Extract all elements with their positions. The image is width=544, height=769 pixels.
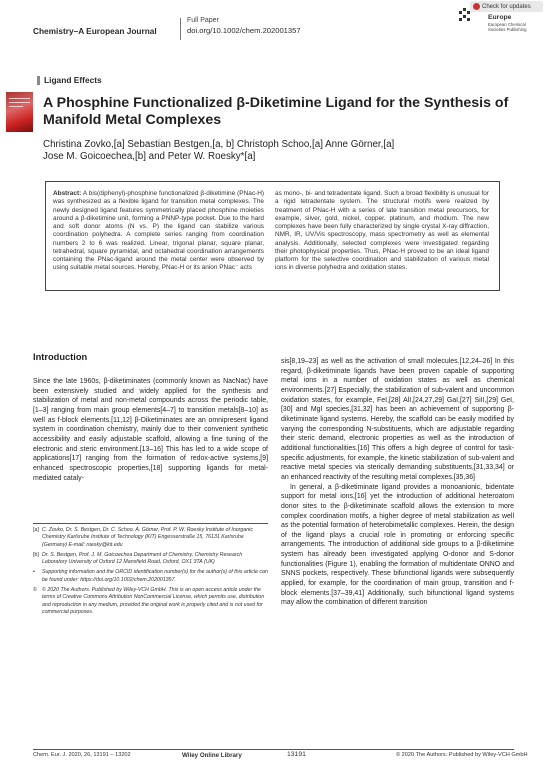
intro-right-column <box>281 357 514 608</box>
footer-rule <box>33 749 514 750</box>
article-category: Ligand Effects <box>37 75 102 85</box>
author-list <box>43 139 503 162</box>
footer-citation: Chem. Eur. J. 2020, 26, 13191 – 13202 <box>33 752 131 758</box>
affiliations <box>33 527 268 616</box>
intro-paragraph: sis[8,19–23] as well as the activation of small molecules.[12,24–26] In this regard, β-diketiminate ligands have been proven capable of supporting metal ions in a number of oxidation states as well as chemical environments.[27] Especially, the stabilization of sub-valent and uncommon oxidation states, for example, FeI,[28] AlI,[24,27,29] GaI,[27] SiII,[29] GeI,[30] and MgI species,[31,32] has been an achievement of supporting β-diketiminate ligand systems. Hereby, the scaffold can be easily modified by varying the corresponding N-substituents, which are adjustable regarding their steric demand, electronic properties as well as the introduction of additional functionalities.[16] This offers a high degree of control for task-specific adjustments, for example, the kinetic stabilization of sub-valent and reactive metal species via sterically demanding substituents,[31,33,34] or an enhanced reactivity of the resulting metal complexes.[35,36] <box>281 358 514 481</box>
cover-thumbnail <box>6 92 33 132</box>
authors-line-1: Christina Zovko,[a] Sebastian Bestgen,[a, b] Christoph Schoo,[a] Anne Görner,[a] <box>43 139 395 150</box>
supporting-info-icon: ▪ <box>33 569 35 576</box>
affiliation-b: [b] Dr. S. Bestgen, Prof. J. M. Goicoechea Department of Chemistry, Chemistry Research Laboratory University of Oxford 12 Mansfield Road, Oxford, OX1 3TA (UK) <box>33 551 243 566</box>
abstract-column-2: as mono-, bi- and tetradentate ligand. Such a broad flexibility is unusual for a rigid tetradentate system. The structural motifs were realized by treatment of PNac-H with a series of late transition metal precursors, for example, silver, gold, nickel, copper, platinum, and rhodium. The new complexes have been fully characterized by single crystal X-ray diffraction, NMR, IR, UV/Vis spectroscopy, mass spectrometry as well as elemental analysis. Additionally, selected complexes were investigated regarding their photophysical properties. Thus, PNac-H proved to be an ideal ligand platform for the selective coordination and stabilization of various metal ions in diverse polyhedra and oxidation states. <box>275 190 489 272</box>
section-heading: Introduction <box>33 352 88 362</box>
publisher-societies: European Chemical Societies Publishing <box>488 22 527 32</box>
intro-paragraph: In general, a β-diketiminate ligand provides a monoanionic, bidentate support for metal ions,[16] yet the introduction of additional heteroatom donor sites to the β-diketiminate scaffold allows the extension to more complex coordination motifs, a higher degree of metal stabilization as well as the potential formation of heterobimetallic complexes. Herein, the design of the ligand plays a crucial role in promoting or enforcing specific arrangements. The introduction of additional side groups to a β-diketimine system has already been investigated applying O-donor and S-donor functionalities (Figure 1), enabling the formation of multidentate ONNO and SNNS pockets, respectively. These bifunctional ligands were subsequently applied, for example, for the coordination of main group, transition and f-block elements.[37–39,41] Additionally, such bifunctional ligand systems may allow the combination of different transition <box>281 483 514 607</box>
authors-line-2: Jose M. Goicoechea,[b] and Peter W. Roesky*[a] <box>43 150 256 162</box>
journal-name: Chemistry–A European Journal <box>33 26 157 36</box>
check-for-updates-label: Check for updates <box>482 3 531 10</box>
abstract-column-1: Abstract: A bis(diphenyl)-phosphine functionalized β-diketimine (PNac-H) was synthesized as a flexible ligand for transition metal complexes. The newly designed ligand features symmetrically placed phosphine moieties around a β-diketimine unit, forming a PNNP-type pocket. Due to the hard and soft donor atoms (N vs. P) the ligand can stabilize various coordination polyhedra. A complete series ranging from coordination numbers 2 to 6 was realized. Linear, trigonal planar, square planar, tetrahedral, square pyramidal, and octahedral coordination arrangements containing the PNac-ligand around the metal center were observed by using suitable metal sources. Hereby, PNac-H or its anion PNac⁻ acts <box>53 190 264 272</box>
wiley-online-library-link[interactable]: Wiley Online Library <box>182 752 242 759</box>
supporting-info-note[interactable]: ▪ Supporting information and the ORCID identification number(s) for the author(s) of this article can be found under: https://doi.org/10.1002/chem.202001357. <box>33 569 268 583</box>
abstract-box <box>45 181 500 291</box>
abstract-label: Abstract: <box>53 190 82 197</box>
update-badge-icon <box>473 3 480 10</box>
footer-copyright: © 2020 The Authors. Published by Wiley-VCH GmbH <box>396 752 528 758</box>
category-bar <box>37 76 40 85</box>
publisher-region: Europe <box>488 14 512 21</box>
doi-link[interactable]: doi.org/10.1002/chem.202001357 <box>187 26 301 35</box>
page-number: 13191 <box>287 751 306 758</box>
header-divider <box>180 18 181 40</box>
check-for-updates-button[interactable] <box>470 1 543 12</box>
copyright-icon: © <box>33 587 37 594</box>
footnote-rule <box>33 523 268 524</box>
license-note: © © 2020 The Authors. Published by Wiley-VCH GmbH. This is an open access article under the terms of Creative Commons Attribution NonCommercial License, which permits use, distribution and reproduction in any medium, provided the original work is properly cited and is not used for commercial purposes. <box>33 587 265 615</box>
intro-left-column: Since the late 1960s, β-diketiminates (commonly known as NacNac) have been extensively studied and widely applied for the synthesis and stabilization of metal and non-metal compounds across the periodic table,[1–3] ranging from main group elements[4–7] to transition metals[8–10] as well as f-block elements.[11,12] β-Diketiminates are an omnipresent ligand system in coordination chemistry, mainly due to their convenient synthetic accessibility and easily adjustable scaffold, allowing a fine tuning of the electronic and steric environment.[13–16] This has led to a wide scope of applications[17] ranging from the formation of redox-active systems,[9] enhanced spectroscopic properties,[18] supporting ligands for metal-mediated cataly- <box>33 378 268 482</box>
article-title: A Phosphine Functionalized β-Diketimine Ligand for the Synthesis of Manifold Metal Complexes <box>43 95 509 128</box>
paper-type: Full Paper <box>187 17 219 24</box>
affiliation-a: [a] C. Zovko, Dr. S. Bestgen, Dr. C. Schoo, A. Görner, Prof. P. W. Roesky Institute of Inorganic Chemistry Karlsruhe Institute of Technology (KIT) Engesserstraße 15, 76131 Karlsruhe (Germany) E-mail: roesky@kit.edu <box>33 527 253 548</box>
